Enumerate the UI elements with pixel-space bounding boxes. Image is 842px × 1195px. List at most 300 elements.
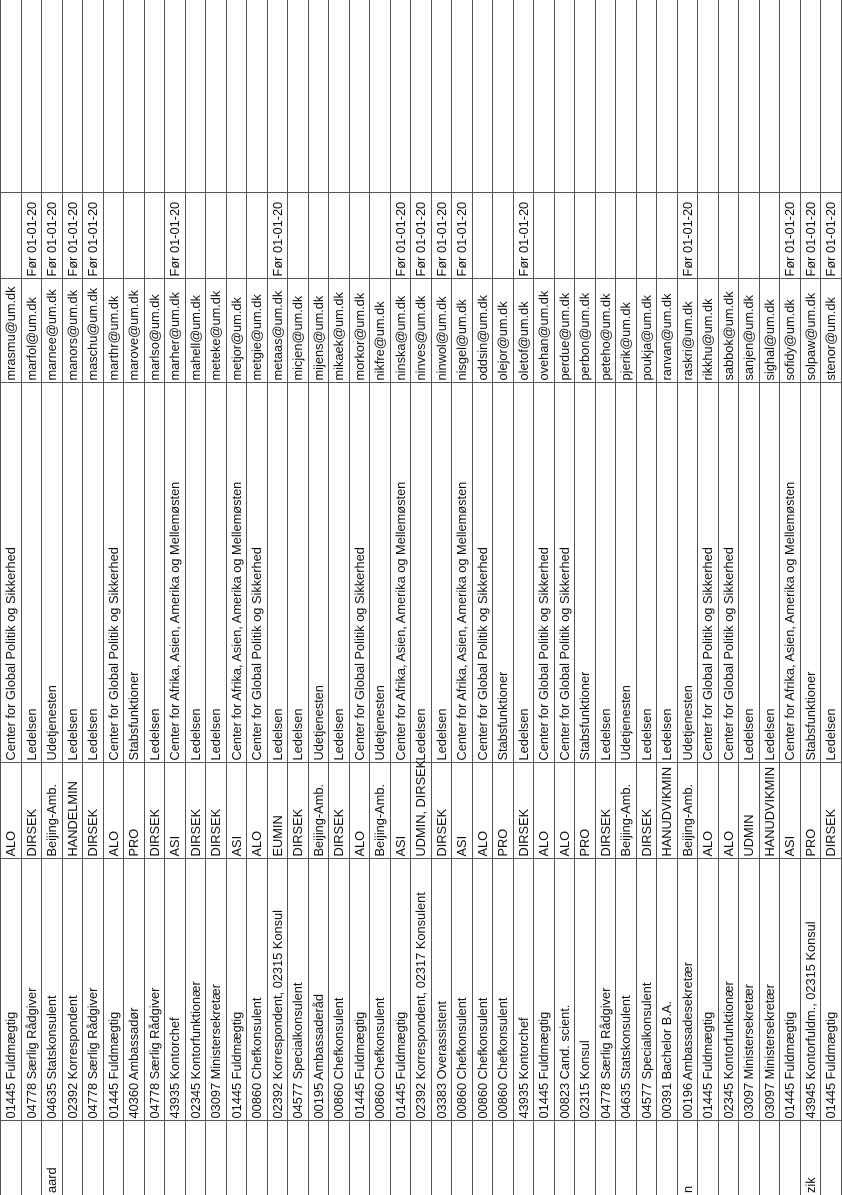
date-note-cell: Før 01-01-20 bbox=[452, 193, 473, 279]
empty-cell bbox=[677, 0, 698, 193]
date-note-cell bbox=[595, 193, 616, 279]
department-cell: Udetjenesten bbox=[616, 383, 637, 763]
unit-cell: ALO bbox=[349, 763, 370, 859]
table-row bbox=[370, 0, 391, 1195]
side-note-cell bbox=[144, 1121, 165, 1195]
date-note-cell bbox=[1, 193, 22, 279]
side-note-cell bbox=[349, 1121, 370, 1195]
table-row bbox=[677, 0, 698, 1195]
empty-cell bbox=[165, 0, 186, 193]
side-note-cell bbox=[739, 1121, 760, 1195]
email-cell: sighal@um.dk bbox=[759, 279, 780, 383]
empty-cell bbox=[739, 0, 760, 193]
department-cell: Ledelsen bbox=[62, 383, 83, 763]
date-note-cell bbox=[493, 193, 514, 279]
side-note-cell bbox=[267, 1121, 288, 1195]
department-cell: Ledelsen bbox=[739, 383, 760, 763]
table-row bbox=[144, 0, 165, 1195]
date-note-cell bbox=[247, 193, 268, 279]
date-note-cell bbox=[370, 193, 391, 279]
department-cell: Center for Global Politik og Sikkerhed bbox=[472, 383, 493, 763]
table-row bbox=[554, 0, 575, 1195]
department-cell: Stabsfunktioner bbox=[575, 383, 596, 763]
unit-cell: HANUDVIKMIN bbox=[759, 763, 780, 859]
department-cell: Ledelsen bbox=[144, 383, 165, 763]
date-note-cell: Før 01-01-20 bbox=[42, 193, 63, 279]
date-note-cell bbox=[349, 193, 370, 279]
table-row bbox=[288, 0, 309, 1195]
job-title-cell: 04635 Statskonsulent bbox=[616, 859, 637, 1121]
side-note-cell bbox=[62, 1121, 83, 1195]
email-cell: solpaw@um.dk bbox=[800, 279, 821, 383]
date-note-cell bbox=[472, 193, 493, 279]
table-row bbox=[800, 0, 821, 1195]
unit-cell: PRO bbox=[575, 763, 596, 859]
empty-cell bbox=[267, 0, 288, 193]
table-row bbox=[493, 0, 514, 1195]
date-note-cell bbox=[226, 193, 247, 279]
table-row bbox=[431, 0, 452, 1195]
job-title-cell: 01445 Fuldmægtig bbox=[534, 859, 555, 1121]
job-title-cell: 04778 Særlig Rådgiver bbox=[21, 859, 42, 1121]
empty-cell bbox=[554, 0, 575, 193]
department-cell: Center for Global Politik og Sikkerhed bbox=[103, 383, 124, 763]
empty-cell bbox=[759, 0, 780, 193]
empty-cell bbox=[821, 0, 842, 193]
empty-cell bbox=[247, 0, 268, 193]
empty-cell bbox=[616, 0, 637, 193]
date-note-cell: Før 01-01-20 bbox=[267, 193, 288, 279]
email-cell: ninska@um.dk bbox=[390, 279, 411, 383]
table-row bbox=[206, 0, 227, 1195]
job-title-cell: 01445 Fuldmægtig bbox=[103, 859, 124, 1121]
table-row bbox=[349, 0, 370, 1195]
table-row bbox=[513, 0, 534, 1195]
table-row bbox=[472, 0, 493, 1195]
unit-cell: DIRSEK bbox=[513, 763, 534, 859]
empty-cell bbox=[144, 0, 165, 193]
job-title-cell: 00195 Ambassaderåd bbox=[308, 859, 329, 1121]
email-cell: metjor@um.dk bbox=[226, 279, 247, 383]
email-cell: marnee@um.dk bbox=[42, 279, 63, 383]
side-note-cell bbox=[308, 1121, 329, 1195]
date-note-cell bbox=[759, 193, 780, 279]
date-note-cell bbox=[144, 193, 165, 279]
table-row bbox=[452, 0, 473, 1195]
email-cell: ovehan@um.dk bbox=[534, 279, 555, 383]
empty-cell bbox=[780, 0, 801, 193]
table-row bbox=[575, 0, 596, 1195]
department-cell: Udetjenesten bbox=[42, 383, 63, 763]
job-title-cell: 02345 Kontorfunktionær bbox=[185, 859, 206, 1121]
date-note-cell: Før 01-01-20 bbox=[780, 193, 801, 279]
department-cell: Stabsfunktioner bbox=[124, 383, 145, 763]
table-row bbox=[390, 0, 411, 1195]
email-cell: sofidy@um.dk bbox=[780, 279, 801, 383]
email-cell: raskri@um.dk bbox=[677, 279, 698, 383]
department-cell: Stabsfunktioner bbox=[493, 383, 514, 763]
side-note-cell: zik bbox=[800, 1121, 821, 1195]
job-title-cell: 00196 Ambassadesekretær bbox=[677, 859, 698, 1121]
department-cell: Udetjenesten bbox=[677, 383, 698, 763]
job-title-cell: 03097 Ministersekretær bbox=[759, 859, 780, 1121]
date-note-cell bbox=[616, 193, 637, 279]
email-cell: nikfre@um.dk bbox=[370, 279, 391, 383]
unit-cell: DIRSEK bbox=[185, 763, 206, 859]
department-cell: Ledelsen bbox=[821, 383, 842, 763]
job-title-cell: 02392 Korrespondent bbox=[62, 859, 83, 1121]
email-cell: oletof@um.dk bbox=[513, 279, 534, 383]
side-note-cell bbox=[390, 1121, 411, 1195]
email-cell: metaas@um.dk bbox=[267, 279, 288, 383]
department-cell: Ledelsen bbox=[329, 383, 350, 763]
table-row bbox=[165, 0, 186, 1195]
job-title-cell: 01445 Fuldmægtig bbox=[1, 859, 22, 1121]
department-cell: Ledelsen bbox=[657, 383, 678, 763]
table-row bbox=[124, 0, 145, 1195]
unit-cell: Beijing-Amb. bbox=[42, 763, 63, 859]
side-note-cell bbox=[185, 1121, 206, 1195]
empty-cell bbox=[390, 0, 411, 193]
side-note-cell bbox=[165, 1121, 186, 1195]
table-row bbox=[21, 0, 42, 1195]
empty-cell bbox=[329, 0, 350, 193]
job-title-cell: 00391 Bachelor B.A. bbox=[657, 859, 678, 1121]
email-cell: maschu@um.dk bbox=[83, 279, 104, 383]
side-note-cell bbox=[226, 1121, 247, 1195]
side-note-cell bbox=[575, 1121, 596, 1195]
department-cell: Ledelsen bbox=[595, 383, 616, 763]
unit-cell: DIRSEK bbox=[21, 763, 42, 859]
job-title-cell: 43935 Kontorchef bbox=[165, 859, 186, 1121]
table-row bbox=[62, 0, 83, 1195]
job-title-cell: 01445 Fuldmægtig bbox=[226, 859, 247, 1121]
department-cell: Center for Global Politik og Sikkerhed bbox=[349, 383, 370, 763]
empty-cell bbox=[575, 0, 596, 193]
job-title-cell: 04635 Statskonsulent bbox=[42, 859, 63, 1121]
side-note-cell bbox=[718, 1121, 739, 1195]
email-cell: sabbok@um.dk bbox=[718, 279, 739, 383]
job-title-cell: 00860 Chefkonsulent bbox=[452, 859, 473, 1121]
unit-cell: ASI bbox=[452, 763, 473, 859]
table-row bbox=[821, 0, 842, 1195]
unit-cell: Beijing-Amb. bbox=[677, 763, 698, 859]
email-cell: nisgel@um.dk bbox=[452, 279, 473, 383]
table-row bbox=[1, 0, 22, 1195]
job-title-cell: 04778 Særlig Rådgiver bbox=[144, 859, 165, 1121]
email-cell: stenor@um.dk bbox=[821, 279, 842, 383]
unit-cell: Beijing-Amb. bbox=[616, 763, 637, 859]
date-note-cell bbox=[103, 193, 124, 279]
side-note-cell bbox=[513, 1121, 534, 1195]
email-cell: olejor@um.dk bbox=[493, 279, 514, 383]
table-row bbox=[636, 0, 657, 1195]
unit-cell: PRO bbox=[800, 763, 821, 859]
date-note-cell bbox=[308, 193, 329, 279]
email-cell: micjen@um.dk bbox=[288, 279, 309, 383]
email-cell: oddsin@um.dk bbox=[472, 279, 493, 383]
side-note-cell bbox=[698, 1121, 719, 1195]
empty-cell bbox=[718, 0, 739, 193]
email-cell: metgie@um.dk bbox=[247, 279, 268, 383]
side-note-cell bbox=[595, 1121, 616, 1195]
unit-cell: DIRSEK bbox=[206, 763, 227, 859]
table-row bbox=[329, 0, 350, 1195]
empty-cell bbox=[124, 0, 145, 193]
empty-cell bbox=[370, 0, 391, 193]
job-title-cell: 01445 Fuldmægtig bbox=[698, 859, 719, 1121]
side-note-cell bbox=[370, 1121, 391, 1195]
date-note-cell bbox=[534, 193, 555, 279]
table-row bbox=[247, 0, 268, 1195]
email-cell: pjerik@um.dk bbox=[616, 279, 637, 383]
date-note-cell: Før 01-01-20 bbox=[821, 193, 842, 279]
unit-cell: UDMIN, DIRSEK bbox=[411, 763, 432, 859]
job-title-cell: 00860 Chefkonsulent bbox=[493, 859, 514, 1121]
email-cell: meteke@um.dk bbox=[206, 279, 227, 383]
department-cell: Center for Afrika, Asien, Amerika og Mellemøsten bbox=[390, 383, 411, 763]
department-cell: Ledelsen bbox=[636, 383, 657, 763]
table-row bbox=[698, 0, 719, 1195]
email-cell: sanjen@um.dk bbox=[739, 279, 760, 383]
date-note-cell bbox=[636, 193, 657, 279]
unit-cell: DIRSEK bbox=[144, 763, 165, 859]
job-title-cell: 43935 Kontorchef bbox=[513, 859, 534, 1121]
empty-cell bbox=[431, 0, 452, 193]
side-note-cell bbox=[780, 1121, 801, 1195]
email-cell: mahell@um.dk bbox=[185, 279, 206, 383]
department-cell: Center for Afrika, Asien, Amerika og Mellemøsten bbox=[780, 383, 801, 763]
date-note-cell bbox=[329, 193, 350, 279]
department-cell: Ledelsen bbox=[267, 383, 288, 763]
unit-cell: DIRSEK bbox=[431, 763, 452, 859]
empty-cell bbox=[62, 0, 83, 193]
side-note-cell bbox=[554, 1121, 575, 1195]
department-cell: Center for Global Politik og Sikkerhed bbox=[554, 383, 575, 763]
email-cell: ranvan@um.dk bbox=[657, 279, 678, 383]
job-title-cell: 00860 Chefkonsulent bbox=[247, 859, 268, 1121]
job-title-cell: 00860 Chefkonsulent bbox=[472, 859, 493, 1121]
unit-cell: UDMIN bbox=[739, 763, 760, 859]
date-note-cell: Før 01-01-20 bbox=[411, 193, 432, 279]
department-cell: Ledelsen bbox=[431, 383, 452, 763]
unit-cell: PRO bbox=[124, 763, 145, 859]
department-cell: Udetjenesten bbox=[308, 383, 329, 763]
email-cell: marthr@um.dk bbox=[103, 279, 124, 383]
table-row bbox=[42, 0, 63, 1195]
side-note-cell: aard bbox=[42, 1121, 63, 1195]
side-note-cell bbox=[636, 1121, 657, 1195]
department-cell: Center for Afrika, Asien, Amerika og Mellemøsten bbox=[226, 383, 247, 763]
date-note-cell: Før 01-01-20 bbox=[21, 193, 42, 279]
unit-cell: ALO bbox=[103, 763, 124, 859]
side-note-cell bbox=[103, 1121, 124, 1195]
empty-cell bbox=[308, 0, 329, 193]
date-note-cell bbox=[718, 193, 739, 279]
unit-cell: DIRSEK bbox=[821, 763, 842, 859]
job-title-cell: 02392 Korrespondent, 02315 Konsul bbox=[267, 859, 288, 1121]
email-cell: marfol@um.dk bbox=[21, 279, 42, 383]
email-cell: mijens@um.dk bbox=[308, 279, 329, 383]
job-title-cell: 00860 Chefkonsulent bbox=[329, 859, 350, 1121]
empty-cell bbox=[185, 0, 206, 193]
empty-cell bbox=[349, 0, 370, 193]
table-row bbox=[616, 0, 637, 1195]
empty-cell bbox=[534, 0, 555, 193]
date-note-cell: Før 01-01-20 bbox=[800, 193, 821, 279]
email-cell: peteho@um.dk bbox=[595, 279, 616, 383]
empty-cell bbox=[452, 0, 473, 193]
empty-cell bbox=[513, 0, 534, 193]
table-row bbox=[267, 0, 288, 1195]
unit-cell: DIRSEK bbox=[595, 763, 616, 859]
department-cell: Ledelsen bbox=[185, 383, 206, 763]
job-title-cell: 01445 Fuldmægtig bbox=[821, 859, 842, 1121]
date-note-cell: Før 01-01-20 bbox=[513, 193, 534, 279]
email-cell: mikaek@um.dk bbox=[329, 279, 350, 383]
table-row bbox=[739, 0, 760, 1195]
side-note-cell bbox=[411, 1121, 432, 1195]
unit-cell: ALO bbox=[554, 763, 575, 859]
date-note-cell bbox=[124, 193, 145, 279]
department-cell: Ledelsen bbox=[513, 383, 534, 763]
job-title-cell: 03383 Overassistent bbox=[431, 859, 452, 1121]
department-cell: Center for Global Politik og Sikkerhed bbox=[1, 383, 22, 763]
email-cell: ninves@um.dk bbox=[411, 279, 432, 383]
table-row bbox=[103, 0, 124, 1195]
table-row bbox=[780, 0, 801, 1195]
department-cell: Ledelsen bbox=[411, 383, 432, 763]
email-cell: mrasmu@um.dk bbox=[1, 279, 22, 383]
job-title-cell: 02315 Konsul bbox=[575, 859, 596, 1121]
department-cell: Ledelsen bbox=[759, 383, 780, 763]
side-note-cell bbox=[759, 1121, 780, 1195]
date-note-cell: Før 01-01-20 bbox=[431, 193, 452, 279]
date-note-cell bbox=[185, 193, 206, 279]
job-title-cell: 04778 Særlig Rådgiver bbox=[595, 859, 616, 1121]
job-title-cell: 04577 Specialkonsulent bbox=[636, 859, 657, 1121]
empty-cell bbox=[636, 0, 657, 193]
unit-cell: PRO bbox=[493, 763, 514, 859]
empty-cell bbox=[657, 0, 678, 193]
department-cell: Stabsfunktioner bbox=[800, 383, 821, 763]
unit-cell: Beijing-Amb. bbox=[370, 763, 391, 859]
side-note-cell bbox=[493, 1121, 514, 1195]
side-note-cell bbox=[452, 1121, 473, 1195]
empty-cell bbox=[411, 0, 432, 193]
unit-cell: DIRSEK bbox=[636, 763, 657, 859]
job-title-cell: 04778 Særlig Rådgiver bbox=[83, 859, 104, 1121]
department-cell: Udetjenesten bbox=[370, 383, 391, 763]
date-note-cell bbox=[288, 193, 309, 279]
table-row bbox=[534, 0, 555, 1195]
empty-cell bbox=[800, 0, 821, 193]
date-note-cell bbox=[698, 193, 719, 279]
side-note-cell bbox=[534, 1121, 555, 1195]
unit-cell: ALO bbox=[534, 763, 555, 859]
table-row bbox=[226, 0, 247, 1195]
unit-cell: ALO bbox=[472, 763, 493, 859]
unit-cell: ASI bbox=[165, 763, 186, 859]
empty-cell bbox=[103, 0, 124, 193]
side-note-cell bbox=[83, 1121, 104, 1195]
job-title-cell: 01445 Fuldmægtig bbox=[390, 859, 411, 1121]
empty-cell bbox=[226, 0, 247, 193]
empty-cell bbox=[472, 0, 493, 193]
email-cell: perbon@um.dk bbox=[575, 279, 596, 383]
side-note-cell bbox=[472, 1121, 493, 1195]
job-title-cell: 01445 Fuldmægtig bbox=[780, 859, 801, 1121]
unit-cell: HANDELMIN bbox=[62, 763, 83, 859]
table-row bbox=[718, 0, 739, 1195]
date-note-cell bbox=[206, 193, 227, 279]
job-title-cell: 03097 Ministersekretær bbox=[206, 859, 227, 1121]
empty-cell bbox=[288, 0, 309, 193]
date-note-cell: Før 01-01-20 bbox=[62, 193, 83, 279]
unit-cell: ALO bbox=[698, 763, 719, 859]
department-cell: Center for Global Politik og Sikkerhed bbox=[534, 383, 555, 763]
table-row bbox=[595, 0, 616, 1195]
empty-cell bbox=[206, 0, 227, 193]
job-title-cell: 04577 Specialkonsulent bbox=[288, 859, 309, 1121]
side-note-cell bbox=[288, 1121, 309, 1195]
job-title-cell: 02345 Kontorfunktionær bbox=[718, 859, 739, 1121]
unit-cell: ALO bbox=[1, 763, 22, 859]
empty-cell bbox=[595, 0, 616, 193]
department-cell: Center for Global Politik og Sikkerhed bbox=[247, 383, 268, 763]
side-note-cell bbox=[431, 1121, 452, 1195]
date-note-cell bbox=[657, 193, 678, 279]
side-note-cell bbox=[1, 1121, 22, 1195]
email-cell: manors@um.dk bbox=[62, 279, 83, 383]
side-note-cell: n bbox=[677, 1121, 698, 1195]
date-note-cell bbox=[554, 193, 575, 279]
date-note-cell: Før 01-01-20 bbox=[677, 193, 698, 279]
unit-cell: ASI bbox=[226, 763, 247, 859]
unit-cell: DIRSEK bbox=[329, 763, 350, 859]
table-row bbox=[83, 0, 104, 1195]
unit-cell: Beijing-Amb. bbox=[308, 763, 329, 859]
table-row bbox=[185, 0, 206, 1195]
empty-cell bbox=[42, 0, 63, 193]
unit-cell: HANUDVIKMIN bbox=[657, 763, 678, 859]
table-row bbox=[657, 0, 678, 1195]
empty-cell bbox=[1, 0, 22, 193]
side-note-cell bbox=[247, 1121, 268, 1195]
date-note-cell: Før 01-01-20 bbox=[83, 193, 104, 279]
side-note-cell bbox=[616, 1121, 637, 1195]
staff-table-body bbox=[1, 0, 842, 1195]
department-cell: Center for Afrika, Asien, Amerika og Mellemøsten bbox=[452, 383, 473, 763]
side-note-cell bbox=[329, 1121, 350, 1195]
email-cell: marove@um.dk bbox=[124, 279, 145, 383]
email-cell: morkor@um.dk bbox=[349, 279, 370, 383]
email-cell: rikkhu@um.dk bbox=[698, 279, 719, 383]
job-title-cell: 43945 Kontorfuldm., 02315 Konsul bbox=[800, 859, 821, 1121]
email-cell: poukja@um.dk bbox=[636, 279, 657, 383]
side-note-cell bbox=[657, 1121, 678, 1195]
unit-cell: DIRSEK bbox=[83, 763, 104, 859]
email-cell: marlso@um.dk bbox=[144, 279, 165, 383]
department-cell: Ledelsen bbox=[288, 383, 309, 763]
job-title-cell: 00860 Chefkonsulent bbox=[370, 859, 391, 1121]
unit-cell: EUMIN bbox=[267, 763, 288, 859]
unit-cell: ASI bbox=[780, 763, 801, 859]
email-cell: ninwol@um.dk bbox=[431, 279, 452, 383]
department-cell: Center for Afrika, Asien, Amerika og Mellemøsten bbox=[165, 383, 186, 763]
date-note-cell: Før 01-01-20 bbox=[165, 193, 186, 279]
unit-cell: ALO bbox=[247, 763, 268, 859]
